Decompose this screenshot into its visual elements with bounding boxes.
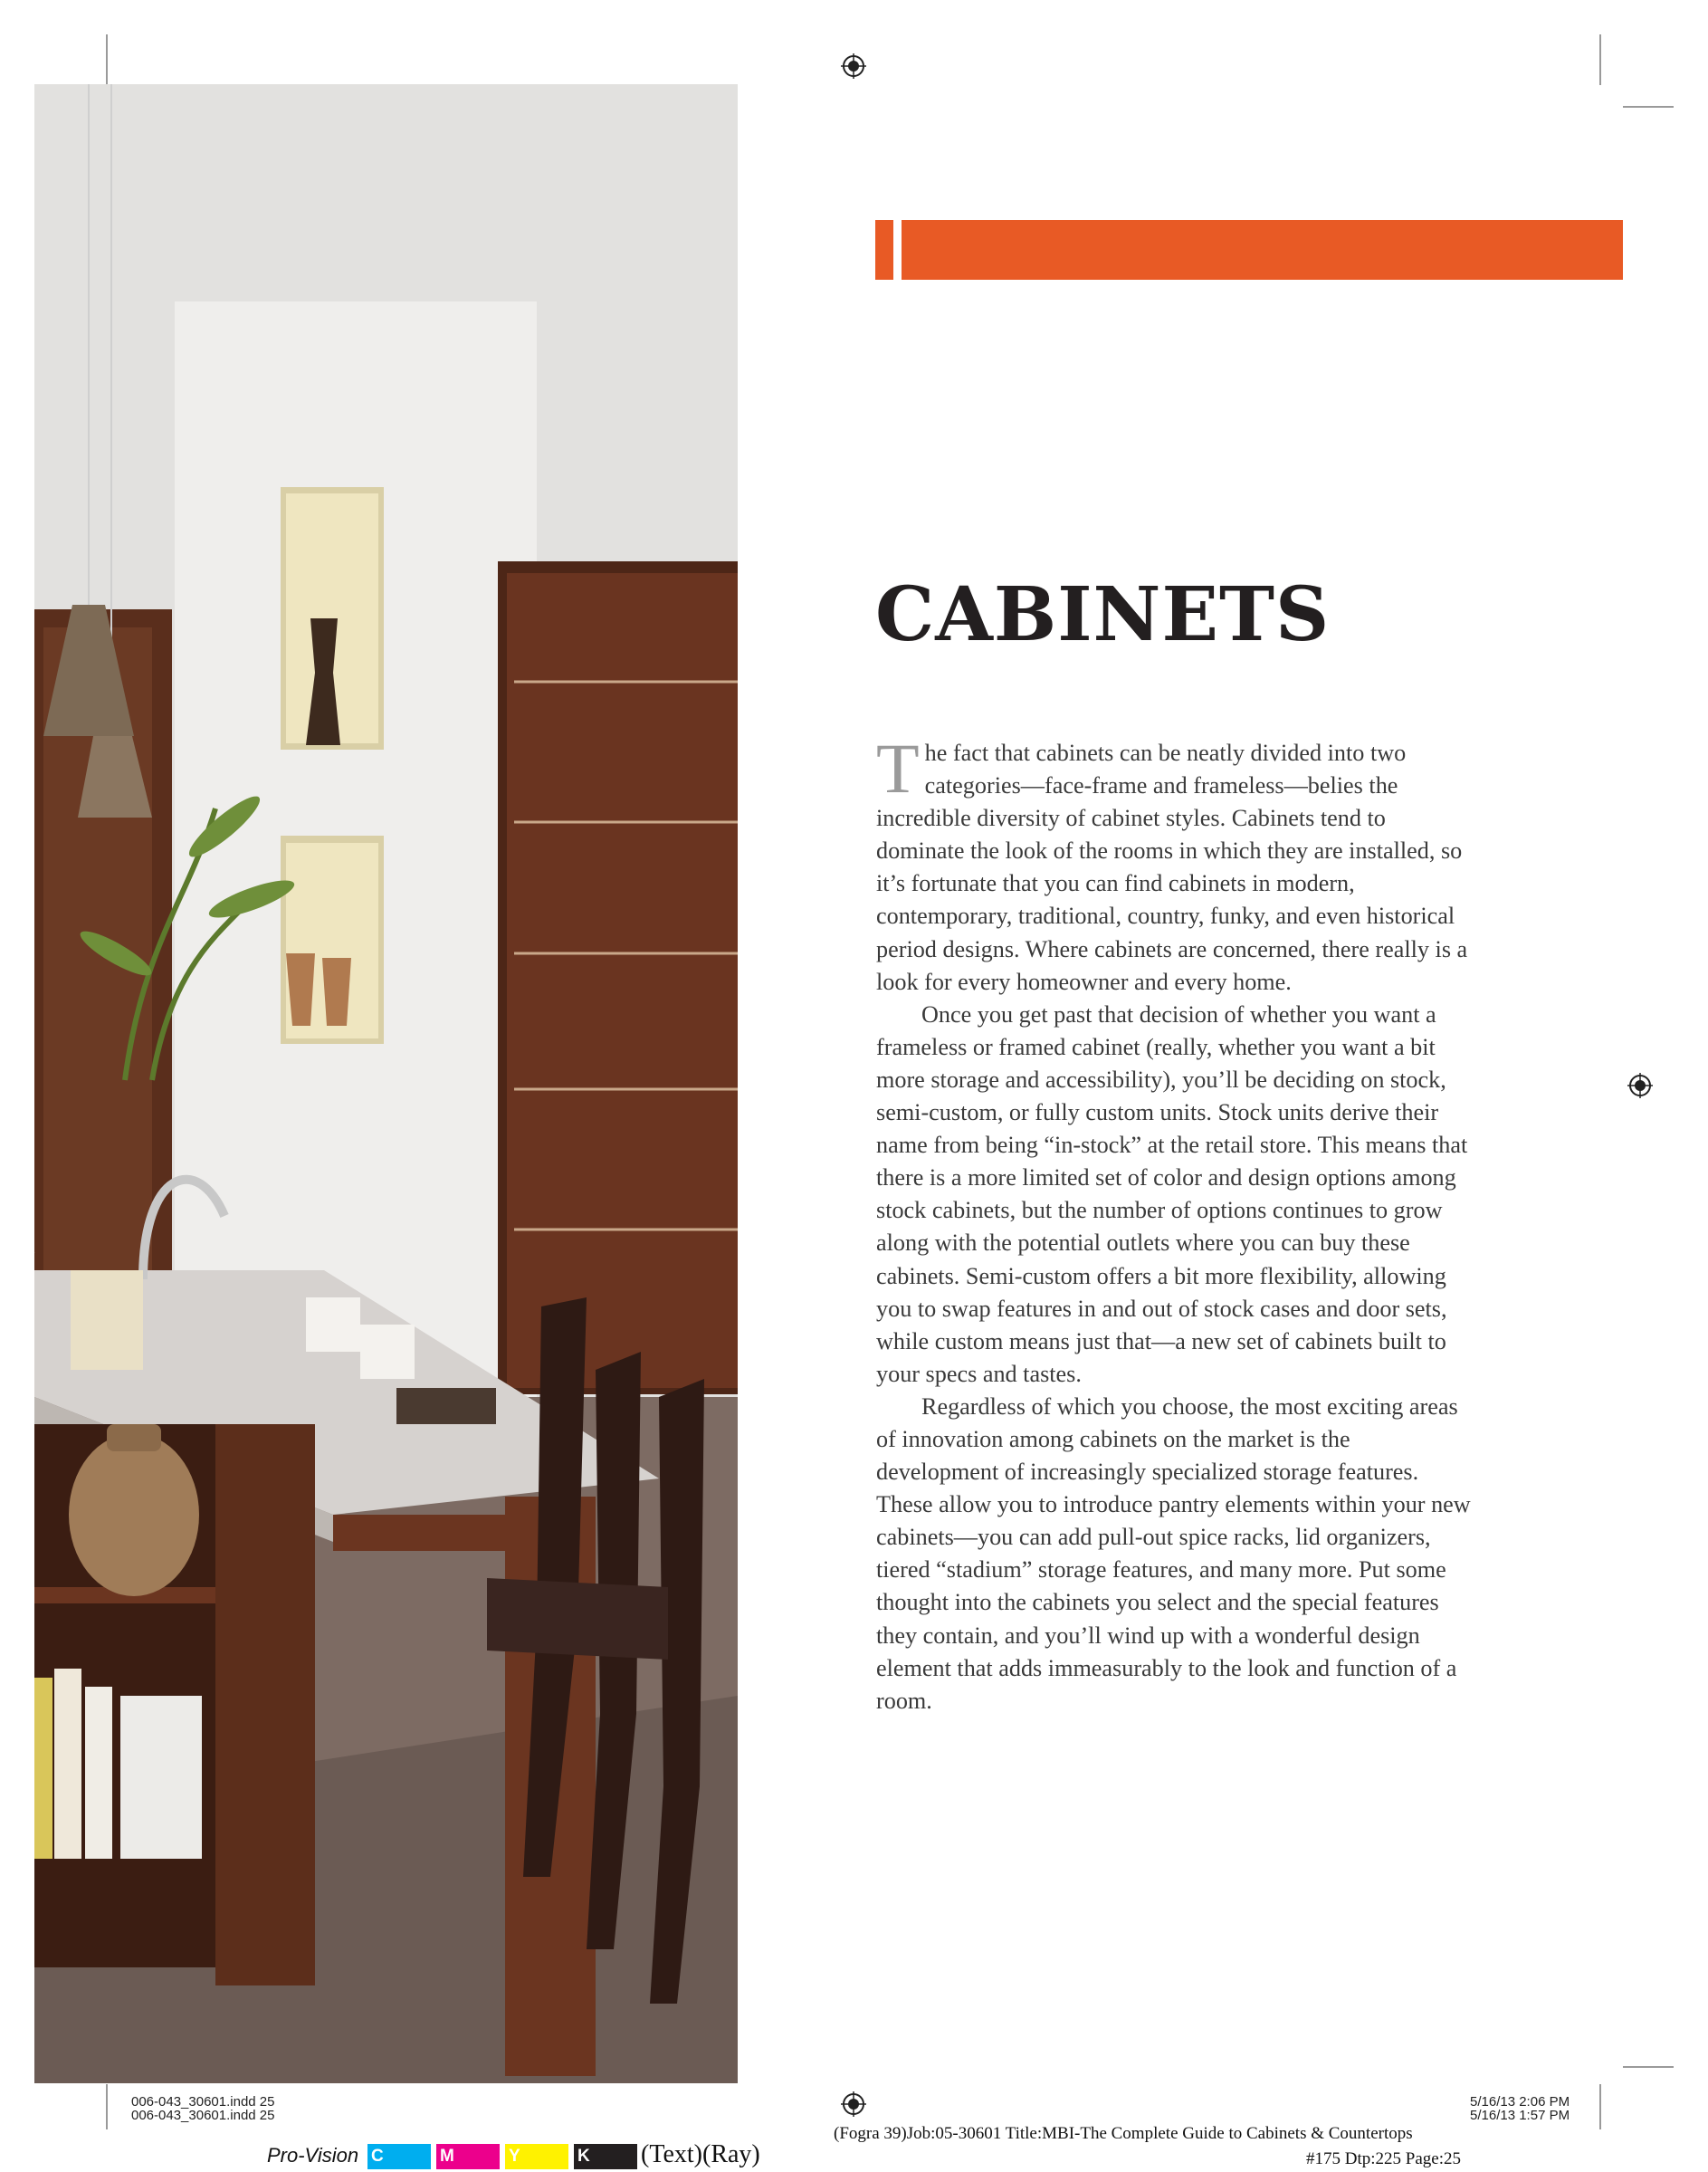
body-text — [876, 729, 1474, 1718]
registration-mark-icon — [841, 53, 866, 79]
crop-mark — [1623, 106, 1674, 108]
crop-mark — [1599, 2084, 1601, 2129]
paragraph: Regardless of which you choose, the most exciting areas of innovation among cabinets on the market is the development of increasingly specialized storage features. These allow you to introduce pantry elements within your new cabinets—you can add pull-out spice racks, lid organizers, tiered “stadium” storage features, and many more. Put some thought into the cabinets you select and the special features they contain, and you’ll wind up with a wonderful design element that adds immeasurably to the look and function of a room. — [876, 1392, 1471, 1714]
brand-label: Pro-Vision — [267, 2144, 359, 2167]
swatch-black: K — [574, 2144, 637, 2169]
dropcap: T — [876, 729, 920, 808]
file-name: 006-043_30601.indd 25 — [131, 2094, 275, 2110]
swatch-cyan: C — [367, 2144, 431, 2169]
job-info: (Fogra 39)Job:05-30601 Title:MBI-The Complete Guide to Cabinets & Countertops — [834, 2124, 1413, 2143]
crop-mark — [1623, 2066, 1674, 2068]
header-accent-bar — [902, 220, 1623, 280]
paragraph: Once you get past that decision of whether you want a frameless or framed cabinet (really, whether you want a bit more storage and accessibility), you’ll be deciding on stock, semi-custom, or fully custom units. Stock units derive their name from being “in-stock” at the retail store. This means that there is a more limited set of color and design options among stock cabinets, but the number of options continues to grow along with the potential outlets where you can buy these cabinets. Semi-custom offers a bit more flexibility, allowing you to swap features in and out of stock cases and door sets, while custom means just that—a new set of cabinets built to your specs and tastes. — [876, 1000, 1468, 1387]
swatch-magenta: M — [436, 2144, 500, 2169]
kitchen-photo — [34, 84, 738, 2083]
registration-mark-icon — [841, 2091, 866, 2117]
file-name: 006-043_30601.indd 25 — [131, 2108, 275, 2123]
swatch-yellow: Y — [505, 2144, 568, 2169]
timestamp: 5/16/13 2:06 PM — [1470, 2094, 1570, 2110]
page-title: CABINETS — [875, 571, 1331, 658]
crop-mark — [106, 34, 108, 85]
timestamp: 5/16/13 1:57 PM — [1470, 2108, 1570, 2123]
paragraph: The fact that cabinets can be neatly divided into two categories—face-frame and frameless—belies the incredible diversity of cabinet styles. Cabinets tend to dominate the look of the rooms in which they are installed, so it’s fortunate that you can find cabinets in modern, contemporary, traditional, country, funky, and even historical period designs. Where cabinets are concerned, there really is a look for every homeowner and every home. — [876, 729, 1468, 995]
registration-mark-icon — [1627, 1073, 1653, 1098]
page-info: #175 Dtp:225 Page:25 — [1306, 2149, 1461, 2168]
crop-mark — [1599, 34, 1601, 85]
plate-label: (Text)(Ray) — [641, 2140, 760, 2168]
crop-mark — [106, 2084, 108, 2129]
header-accent-bar — [875, 220, 893, 280]
